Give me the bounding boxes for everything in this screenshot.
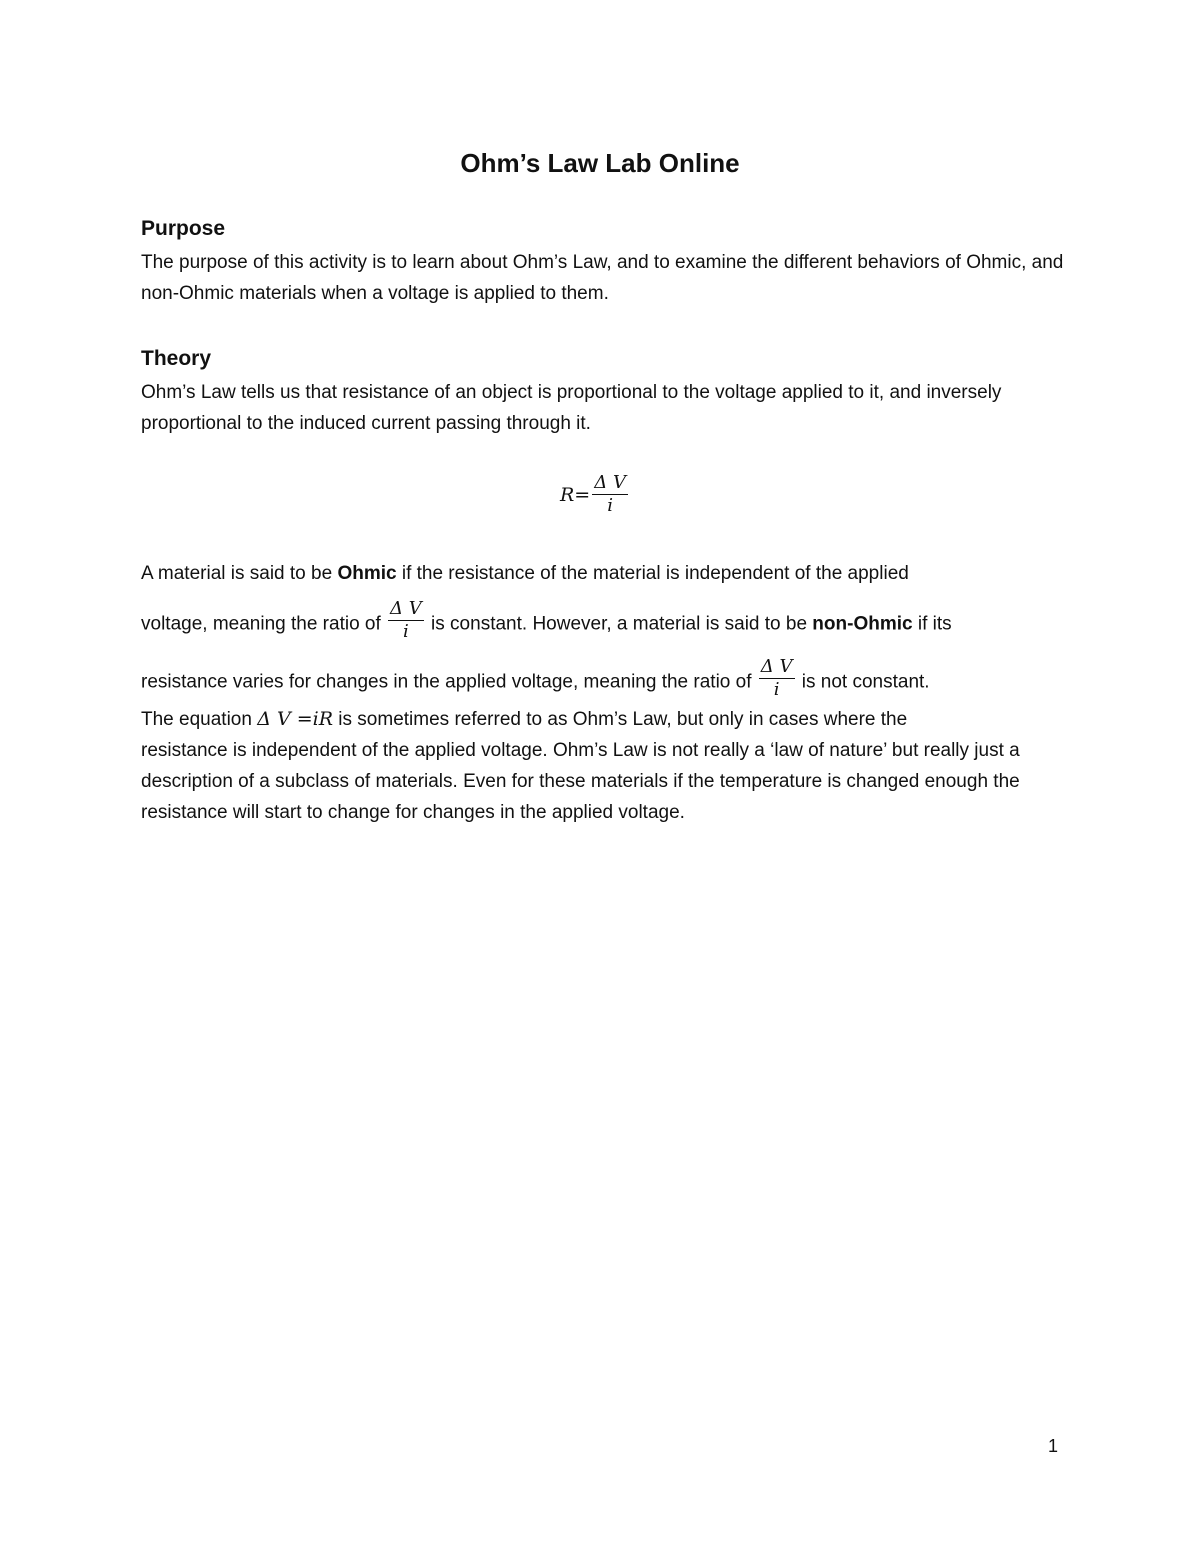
purpose-heading: Purpose	[141, 217, 226, 240]
purpose-text: The purpose of this activity is to learn about Ohm’s Law, and to examine the different behaviors of Ohmic, and non-Ohmic materials when a voltage is applied to them.	[141, 252, 1064, 304]
equation-paragraph-line-1	[141, 704, 907, 735]
ohmic-definition-line-1	[141, 558, 909, 589]
ratio-denominator: i	[773, 679, 780, 700]
document-title: Ohm’s Law Lab Online	[460, 148, 740, 178]
theory-intro: Ohm’s Law tells us that resistance of an object is proportional to the voltage applied to it, and inversely proportional to the induced current passing through it.	[141, 382, 1002, 434]
ratio-fraction	[388, 598, 424, 643]
text-span: A material is said to be	[141, 563, 338, 584]
inline-equation: Δ V =iR	[257, 708, 334, 730]
text-span: if its	[912, 613, 952, 635]
text-span: if the resistance of the material is independent of the applied	[396, 563, 909, 584]
non-ohmic-term: non-Ohmic	[812, 613, 913, 635]
ohms-law-equation	[560, 472, 630, 517]
text-span: is sometimes referred to as Ohm’s Law, but only in cases where the	[333, 709, 908, 730]
ohmic-definition-line-2	[141, 598, 952, 647]
equation-fraction	[592, 472, 628, 517]
ratio-numerator: Δ V	[390, 598, 422, 619]
equation-paragraph-rest: resistance is independent of the applied voltage. Ohm’s Law is not really a ‘law of nature’ but really just a description of a subclass of materials. Even for these materials if the temperature is changed enough the resistance will start to change for changes in the applied voltage.	[141, 740, 1020, 823]
equation-lhs: R=	[560, 483, 591, 506]
ohmic-term: Ohmic	[337, 563, 397, 584]
theory-heading: Theory	[141, 347, 212, 370]
text-span: The equation	[141, 709, 258, 730]
text-span: is constant. However, a material is said to be	[425, 613, 813, 635]
page-number: 1	[1048, 1436, 1059, 1456]
text-span: is not constant.	[796, 671, 930, 693]
text-span: voltage, meaning the ratio of	[141, 613, 387, 635]
ratio-denominator: i	[403, 621, 409, 642]
ohmic-definition-line-3	[141, 656, 930, 705]
ratio-numerator: Δ V	[760, 656, 793, 677]
ratio-fraction-2	[759, 656, 795, 701]
equation-numerator: Δ V	[594, 472, 626, 493]
equation-denominator: i	[607, 495, 613, 516]
text-span: resistance varies for changes in the applied voltage, meaning the ratio of	[141, 671, 757, 693]
